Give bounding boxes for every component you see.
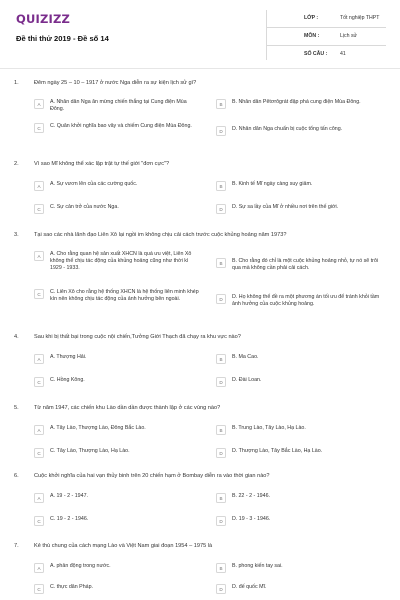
meta-row-subject xyxy=(266,28,386,46)
header-divider xyxy=(0,68,400,69)
meta-label: SỐ CÂU : xyxy=(304,51,328,57)
quizizz-logo: QUIZIZZ xyxy=(16,12,71,26)
option-text: A. Tây Lào, Thượng Lào, Đông Bắc Lào. xyxy=(50,425,146,431)
question-number: 4. xyxy=(14,334,19,340)
option-letter-box[interactable]: C xyxy=(34,584,44,594)
option-letter-box[interactable]: A xyxy=(34,563,44,573)
option-c[interactable] xyxy=(34,377,209,387)
option-b[interactable] xyxy=(216,563,391,573)
option-text: B. phong kiến tay sai. xyxy=(232,563,283,569)
option-letter-box[interactable]: B xyxy=(216,425,226,435)
option-a[interactable] xyxy=(34,493,209,503)
option-text: D. Họ không thể đề ra một phương án tối ưu để tránh khỏi tầm ảnh hưởng của cuộc khủng hoảng. xyxy=(232,294,380,307)
option-letter-box[interactable]: D xyxy=(216,126,226,136)
option-letter-box[interactable]: C xyxy=(34,516,44,526)
question-text: Sau khi bị thất bại trong cuộc nội chiến,Tưởng Giới Thạch đã chạy ra khu vực nào? xyxy=(34,334,241,340)
option-text: D. Thượng Lào, Tây Bắc Lào, Hạ Lào. xyxy=(232,448,323,454)
question-text: Vì sao Mĩ không thể xác lập trật tự thế giới "đơn cực"? xyxy=(34,161,170,167)
option-text: B. Kinh tế Mĩ ngày càng suy giảm. xyxy=(232,181,313,187)
option-letter-box[interactable]: D xyxy=(216,294,226,304)
option-text: B. 22 - 2 - 1946. xyxy=(232,493,270,499)
question-text: Từ năm 1947, các chiến khu Lào dần dần được thành lập ở các vùng nào? xyxy=(34,405,221,411)
document-title: Đề thi thử 2019 - Đề số 14 xyxy=(16,34,109,43)
option-c[interactable] xyxy=(34,289,209,303)
question-number: 5. xyxy=(14,405,19,411)
option-text: D. đế quốc Mĩ. xyxy=(232,584,267,590)
option-text: C. Liên Xô cho rằng hệ thống XHCN là hệ thống liên minh khép kín nên không chịu tác động của ảnh hưởng bên ngoài. xyxy=(50,289,199,302)
option-text: B. Ma Cao. xyxy=(232,354,259,360)
option-text: D. Nhân dân Nga chuẩn bị cuộc tổng tấn công. xyxy=(232,126,343,132)
meta-label: LỚP : xyxy=(304,15,319,21)
option-letter-box[interactable]: A xyxy=(34,251,44,261)
option-letter-box[interactable]: B xyxy=(216,181,226,191)
option-c[interactable] xyxy=(34,516,209,526)
option-b[interactable] xyxy=(216,181,391,191)
option-text: C. Quân khởi nghĩa bao vây và chiếm Cung điện Mùa Đông. xyxy=(50,123,192,129)
option-text: D. Đài Loan. xyxy=(232,377,262,383)
option-letter-box[interactable]: A xyxy=(34,354,44,364)
option-text: D. Sự sa lầy của Mĩ ở nhiều nơi trên thế giới. xyxy=(232,204,339,210)
option-a[interactable] xyxy=(34,99,209,113)
option-text: A. 19 - 2 - 1947. xyxy=(50,493,88,499)
option-text: C. Hồng Kông. xyxy=(50,377,85,383)
option-text: C. 19 - 2 - 1946. xyxy=(50,516,89,522)
option-a[interactable] xyxy=(34,563,209,573)
option-c[interactable] xyxy=(34,584,209,594)
option-letter-box[interactable]: D xyxy=(216,448,226,458)
option-text: A. Cho rằng quan hệ sản xuất XHCN là quá ưu việt, Liên Xô không thể chịu tác động của khủng hoảng cũng như thời kì 1929 - 1933. xyxy=(50,251,192,271)
option-text: C. thực dân Pháp. xyxy=(50,584,94,590)
option-letter-box[interactable]: D xyxy=(216,204,226,214)
option-letter-box[interactable]: D xyxy=(216,584,226,594)
question-text: Cuộc khởi nghĩa của hai vạn thủy binh trên 20 chiến hạm ở Bombay diễn ra vào thời gian nào? xyxy=(34,473,270,479)
question-number: 7. xyxy=(14,543,19,549)
meta-table xyxy=(266,10,386,63)
question-number: 2. xyxy=(14,161,19,167)
option-text: A. Sự vươn lên của các cường quốc. xyxy=(50,181,138,187)
option-b[interactable] xyxy=(216,354,391,364)
option-b[interactable] xyxy=(216,425,391,435)
question-number: 1. xyxy=(14,80,19,86)
option-c[interactable] xyxy=(34,123,209,133)
option-text: B. Trung Lào, Tây Lào, Hạ Lào. xyxy=(232,425,306,431)
option-letter-box[interactable]: A xyxy=(34,425,44,435)
option-letter-box[interactable]: A xyxy=(34,181,44,191)
option-d[interactable] xyxy=(216,126,391,136)
option-letter-box[interactable]: C xyxy=(34,123,44,133)
option-d[interactable] xyxy=(216,584,391,594)
option-letter-box[interactable]: B xyxy=(216,563,226,573)
option-c[interactable] xyxy=(34,448,209,458)
option-b[interactable] xyxy=(216,258,391,272)
option-b[interactable] xyxy=(216,99,391,109)
option-a[interactable] xyxy=(34,354,209,364)
option-a[interactable] xyxy=(34,251,209,271)
option-letter-box[interactable]: C xyxy=(34,377,44,387)
option-letter-box[interactable]: D xyxy=(216,516,226,526)
option-letter-box[interactable]: A xyxy=(34,99,44,109)
option-text: B. Nhân dân Pêtơrôgrát đập phá cung điện Mùa Đông. xyxy=(232,99,361,105)
option-text: B. Cho rằng đó chỉ là một cuộc khủng hoảng nhỏ, tự nó sẽ trôi qua mà không cần phải cải cách. xyxy=(232,258,379,271)
option-b[interactable] xyxy=(216,493,391,503)
meta-value: Lịch sử xyxy=(340,33,358,39)
option-letter-box[interactable]: C xyxy=(34,448,44,458)
question-text: Đêm ngày 25 – 10 – 1917 ở nước Nga diễn ra sự kiện lịch sử gì? xyxy=(34,80,197,86)
option-d[interactable] xyxy=(216,377,391,387)
option-letter-box[interactable]: D xyxy=(216,377,226,387)
meta-row-count xyxy=(266,46,386,63)
meta-value: Tốt nghiệp THPT xyxy=(340,15,380,21)
option-letter-box[interactable]: B xyxy=(216,354,226,364)
option-d[interactable] xyxy=(216,448,391,458)
question-number: 3. xyxy=(14,232,19,238)
option-text: A. Thượng Hải. xyxy=(50,354,87,360)
option-letter-box[interactable]: B xyxy=(216,258,226,268)
option-c[interactable] xyxy=(34,204,209,214)
meta-row-class xyxy=(266,10,386,28)
option-text: C. Tây Lào, Thượng Lào, Hạ Lào. xyxy=(50,448,130,454)
option-letter-box[interactable]: B xyxy=(216,99,226,109)
question-text: Kẻ thù chung của cách mạng Lào và Việt Nam giai đoạn 1954 – 1975 là xyxy=(34,543,213,549)
option-letter-box[interactable]: A xyxy=(34,493,44,503)
option-a[interactable] xyxy=(34,181,209,191)
question-text: Tại sao các nhà lãnh đạo Liên Xô lại ngồi im không chịu cải cách trước cuộc khủng hoảng năm 1973? xyxy=(34,232,287,238)
option-text: C. Sự cản trở của nước Nga. xyxy=(50,204,119,210)
option-text: A. Nhân dân Nga ăn mừng chiến thắng tại Cung điện Mùa Đông. xyxy=(50,99,187,112)
header xyxy=(0,0,400,68)
option-d[interactable] xyxy=(216,204,391,214)
option-letter-box[interactable]: B xyxy=(216,493,226,503)
option-a[interactable] xyxy=(34,425,209,435)
option-text: D. 19 - 3 - 1946. xyxy=(232,516,271,522)
option-d[interactable] xyxy=(216,516,391,526)
question-number: 6. xyxy=(14,473,19,479)
option-text: A. phản động trong nước. xyxy=(50,563,111,569)
meta-label: MÔN : xyxy=(304,33,320,39)
option-d[interactable] xyxy=(216,294,391,308)
option-letter-box[interactable]: C xyxy=(34,289,44,299)
meta-value: 41 xyxy=(340,51,346,57)
option-letter-box[interactable]: C xyxy=(34,204,44,214)
